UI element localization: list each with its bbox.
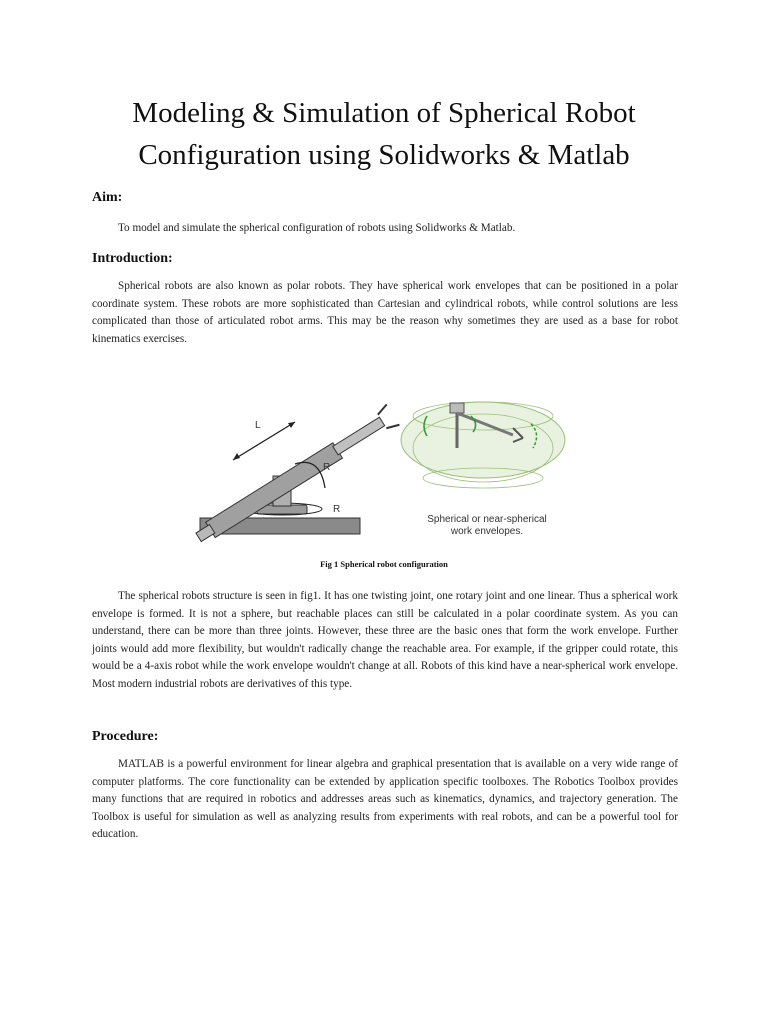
envelope-caption-line-1: Spherical or near-spherical [427,514,547,525]
figure-caption: Fig 1 Spherical robot configuration [320,559,448,569]
robot-arm-extension [333,417,385,455]
envelope-caption-line-2: work envelopes. [450,526,524,537]
document-title [60,92,708,176]
body-paragraph: The spherical robots structure is seen in fig1. It has one twisting joint, one rotary joint and one linear. Thus a spherical work envelope is formed. It is not a sphere, but reachable places can still be calculated in a polar coordinate system. As you can understand, there can be more than three joints. However, these three are the basic ones that form the work envelope. Further joints would add more flexibility, but wouldn't radically change the reachable area. For example, if the gripper could rotate, this would be a 4-axis robot while the work envelope wouldn't change at all. Robots of this kind have a near-spherical work envelope. Most modern industrial robots are derivatives of this type. [92,590,678,690]
title-line-2: Configuration using Solidworks & Matlab [138,139,630,171]
introduction-heading: Introduction: [92,251,173,266]
spherical-robot-figure [195,388,575,543]
label-R-upper: R [323,462,331,473]
label-R-lower: R [333,504,341,515]
aim-heading: Aim: [92,190,123,205]
aim-text: To model and simulate the spherical configuration of robots using Solidworks & Matlab. [118,222,516,234]
procedure-heading: Procedure: [92,729,159,744]
envelope-outer [401,402,565,478]
procedure-paragraph: MATLAB is a powerful environment for linear algebra and graphical presentation that is available on a very wide range of computer platforms. The core functionality can be extended by application specific toolboxes. The Robotics Toolbox provides many functions that are required in robotics and addresses areas such as kinematics, dynamics, and trajectory generation. The Toolbox is useful for simulation as well as analyzing results from experiments with real robots, and can be a powerful tool for education. [92,758,678,840]
envelope-robot-base [450,403,464,413]
linear-motion-arrow [233,422,295,460]
work-envelope-diagram [401,402,565,537]
label-L: L [255,420,261,431]
title-line-1: Modeling & Simulation of Spherical Robot [132,97,636,129]
robot-arm-diagram [195,404,399,543]
introduction-paragraph: Spherical robots are also known as polar robots. They have spherical work envelopes that can be positioned in a polar coordinate system. These robots are more sophisticated than Cartesian and cylindrical robots, while control solutions are less complicated than those of articulated robot arms. This may be the reason why sometimes they are used as a base for robot kinematics exercises. [92,280,678,345]
